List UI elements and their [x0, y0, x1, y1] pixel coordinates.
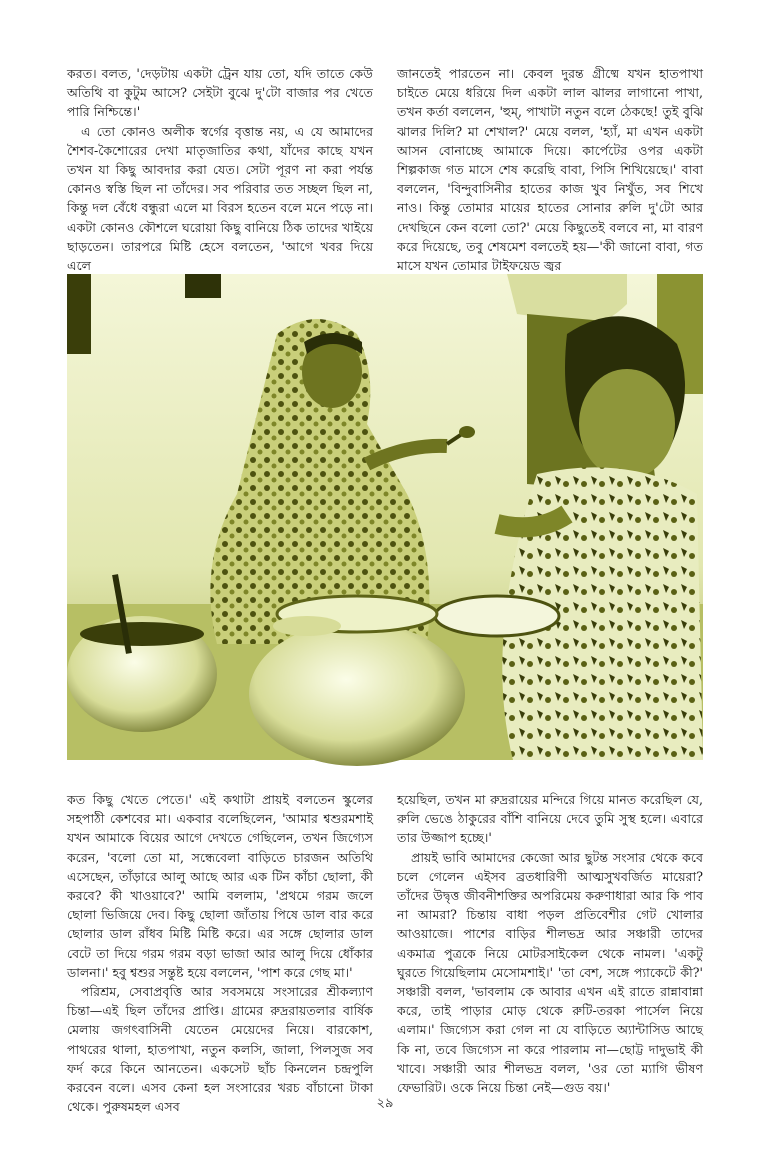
paragraph: হয়েছিল, তখন মা রুদ্ররায়ের মন্দিরে গিয়ে মানত করেছিল যে, রুলি ভেঙে ঠাকুরের বাঁশি বানিয়ে দেবে তুমি সুস্থ হলে। এবারে তার উজ্জাপ হচ্ছে।' [397, 792, 703, 846]
text-column-bottom-left [67, 790, 373, 1115]
paragraph: করত। বলত, 'দেড়টায় একটা ট্রেন যায় তো, যদি তাতে কেউ অতিথি বা কুটুম আসে? সেইটা বুঝে দু'টো বাজার পর খেতে পারি নিশ্চিন্তে।' [67, 66, 373, 120]
paragraph: এ তো কোনও অলীক স্বর্গের বৃত্তান্ত নয়, এ যে আমাদের শৈশব-কৈশোরের দেখা মাতৃজাতির কথা, যাঁদের কাছে যখন তখন যা কিছু আবদার করা যেত। সেটা পূরণ না করা পর্যন্ত কোনও স্বস্তি ছিল না তাঁদের। সব পরিবার তত সচ্ছল ছিল না, কিন্তু দল বেঁধে বন্ধুরা এলে মা বিরস হতেন বলে মনে পড়ে না। একটা কোনও কৌশলে ঘরোয়া কিছু বানিয়ে ঠিক তাদের খাইয়ে ছাড়তেন। তারপরে মিষ্টি হেসে বলতেন, 'আগে খবর দিয়ে এলে [67, 123, 373, 274]
photo-woman-serving-food [67, 274, 703, 760]
paragraph: প্রায়ই ভাবি আমাদের কেজো আর ছুটন্ত সংসার থেকে কবে চলে গেলেন এইসব ব্রতধারিণী আত্মসুখবর্জিত মায়েরা? তাঁদের উদ্বৃত্ত জীবনীশক্তির অপরিমেয় করুণাধারা আর কি পাব না আমরা? চিন্তায় বাধা পড়ল প্রতিবেশীর গেট খোলার আওয়াজে। পাশের বাড়ির শীলভদ্র আর সঞ্চারী তাদের একমাত্র পুত্রকে নিয়ে মোটরসাইকেল থেকে নামল। 'একটু ঘুরতে গিয়েছিলাম মেসোমশাই।' 'তা বেশ, সঙ্গে প্যাকেটে কী?' সঞ্চারী বলল, 'ভাবলাম কে আবার এখন এই রাতে রান্নাবান্না করে, তাই পাড়ার মোড় থেকে রুটি-তরকা পার্সেল নিয়ে এলাম।' জিগ্যেস করা গেল না যে বাড়িতে অ্যান্টাসিড আছে কি না, তবে জিগ্যেস না করে পারলাম না—ছোট্ট দাদুভাই কী খাবে। সঞ্চারী আর শীলভদ্র বলল, 'ওর তো ম্যাগি ভীষণ ফেভারিট। ওকে নিয়ে চিন্তা নেই—গুড বয়।' [397, 849, 703, 1096]
page-number: ২৯ [376, 1096, 394, 1111]
text-column-top-right [397, 64, 703, 274]
paragraph: পরিশ্রম, সেবাপ্রবৃত্তি আর সবসময়ে সংসারের শ্রীকল্যাণ চিন্তা—এই ছিল তাঁদের প্রাপ্তি। গ্রামের রুদ্ররায়তলার বার্ষিক মেলায় জগৎবাসিনী যেতেন মেয়েদের নিয়ে। বারকোশ, পাথরের থালা, হাতপাখা, নতুন কলসি, জালা, পিলসুজ সব ফর্দ করে কিনে আনতেন। একসেট ছাঁচ কিনলেন চন্দ্রপুলি করবেন বলে। এসব কেনা হল সংসারের খরচ বাঁচানো টাকা থেকে। পুরুষমহল এসব [67, 984, 373, 1115]
text-column-bottom-right [397, 790, 703, 1096]
text-column-top-left [67, 64, 373, 274]
paragraph: জানতেই পারতেন না। কেবল দুরন্ত গ্রীষ্মে যখন হাতপাখা চাইতে মেয়ে ধরিয়ে দিল একটা লাল ঝালর লাগানো পাখা, তখন কর্তা বললেন, 'হুম্, পাখাটা নতুন বলে ঠেকছে! তুই বুঝি ঝালর দিলি? মা শেখাল?' মেয়ে বলল, 'হ্যাঁ, মা এখন একটা আসন বোনাচ্ছে আমাকে দিয়ে। কার্পেটের ওপর একটা শিল্পকাজ গত মাসে শেষ করেছি বাবা, পিসি শিখিয়েছে।' বাবা বললেন, 'বিন্দুবাসিনীর হাতের কাজ খুব নিখুঁত, সব শিখে নাও। কিন্তু তোমার মায়ের হাতের সোনার রুলি দু'টো আর দেখছিনে কেন বলো তো?' মেয়ে কিছুতেই বলবে না, মা বারণ করে দিয়েছে, তবু শেষমেশ বলতেই হয়—'কী জানো বাবা, গত মাসে যখন তোমার টাইফয়েড জ্বর [397, 66, 703, 274]
paragraph: কত কিছু খেতে পেতে।' এই কথাটা প্রায়ই বলতেন স্কুলের সহপাঠী কেশবের মা। একবার বলেছিলেন, 'আমার শ্বশুরমশাই যখন আমাকে বিয়ের আগে দেখতে গেছিলেন, তখন জিগ্যেস করেন, 'বলো তো মা, সন্ধেবেলা বাড়িতে চারজন অতিথি এসেছেন, তাঁড়ারে আলু আছে আর এক টিন কাঁচা ছোলা, কী করবে? কী খাওয়াবে?' আমি বললাম, 'প্রথমে গরম জলে ছোলা ভিজিয়ে দেব। কিছু ছোলা জাঁতায় পিষে ডাল বার করে ছোলার ডাল রাঁধব মিষ্টি মিষ্টি করে। এর সঙ্গে ছোলার ডাল বেটে তা দিয়ে গরম গরম বড়া ভাজা আর আলু দিয়ে ধোঁকার ডালনা।' হবু শ্বশুর সন্তুষ্ট হয়ে বললেন, 'পাশ করে গেছ মা।' [67, 792, 373, 980]
